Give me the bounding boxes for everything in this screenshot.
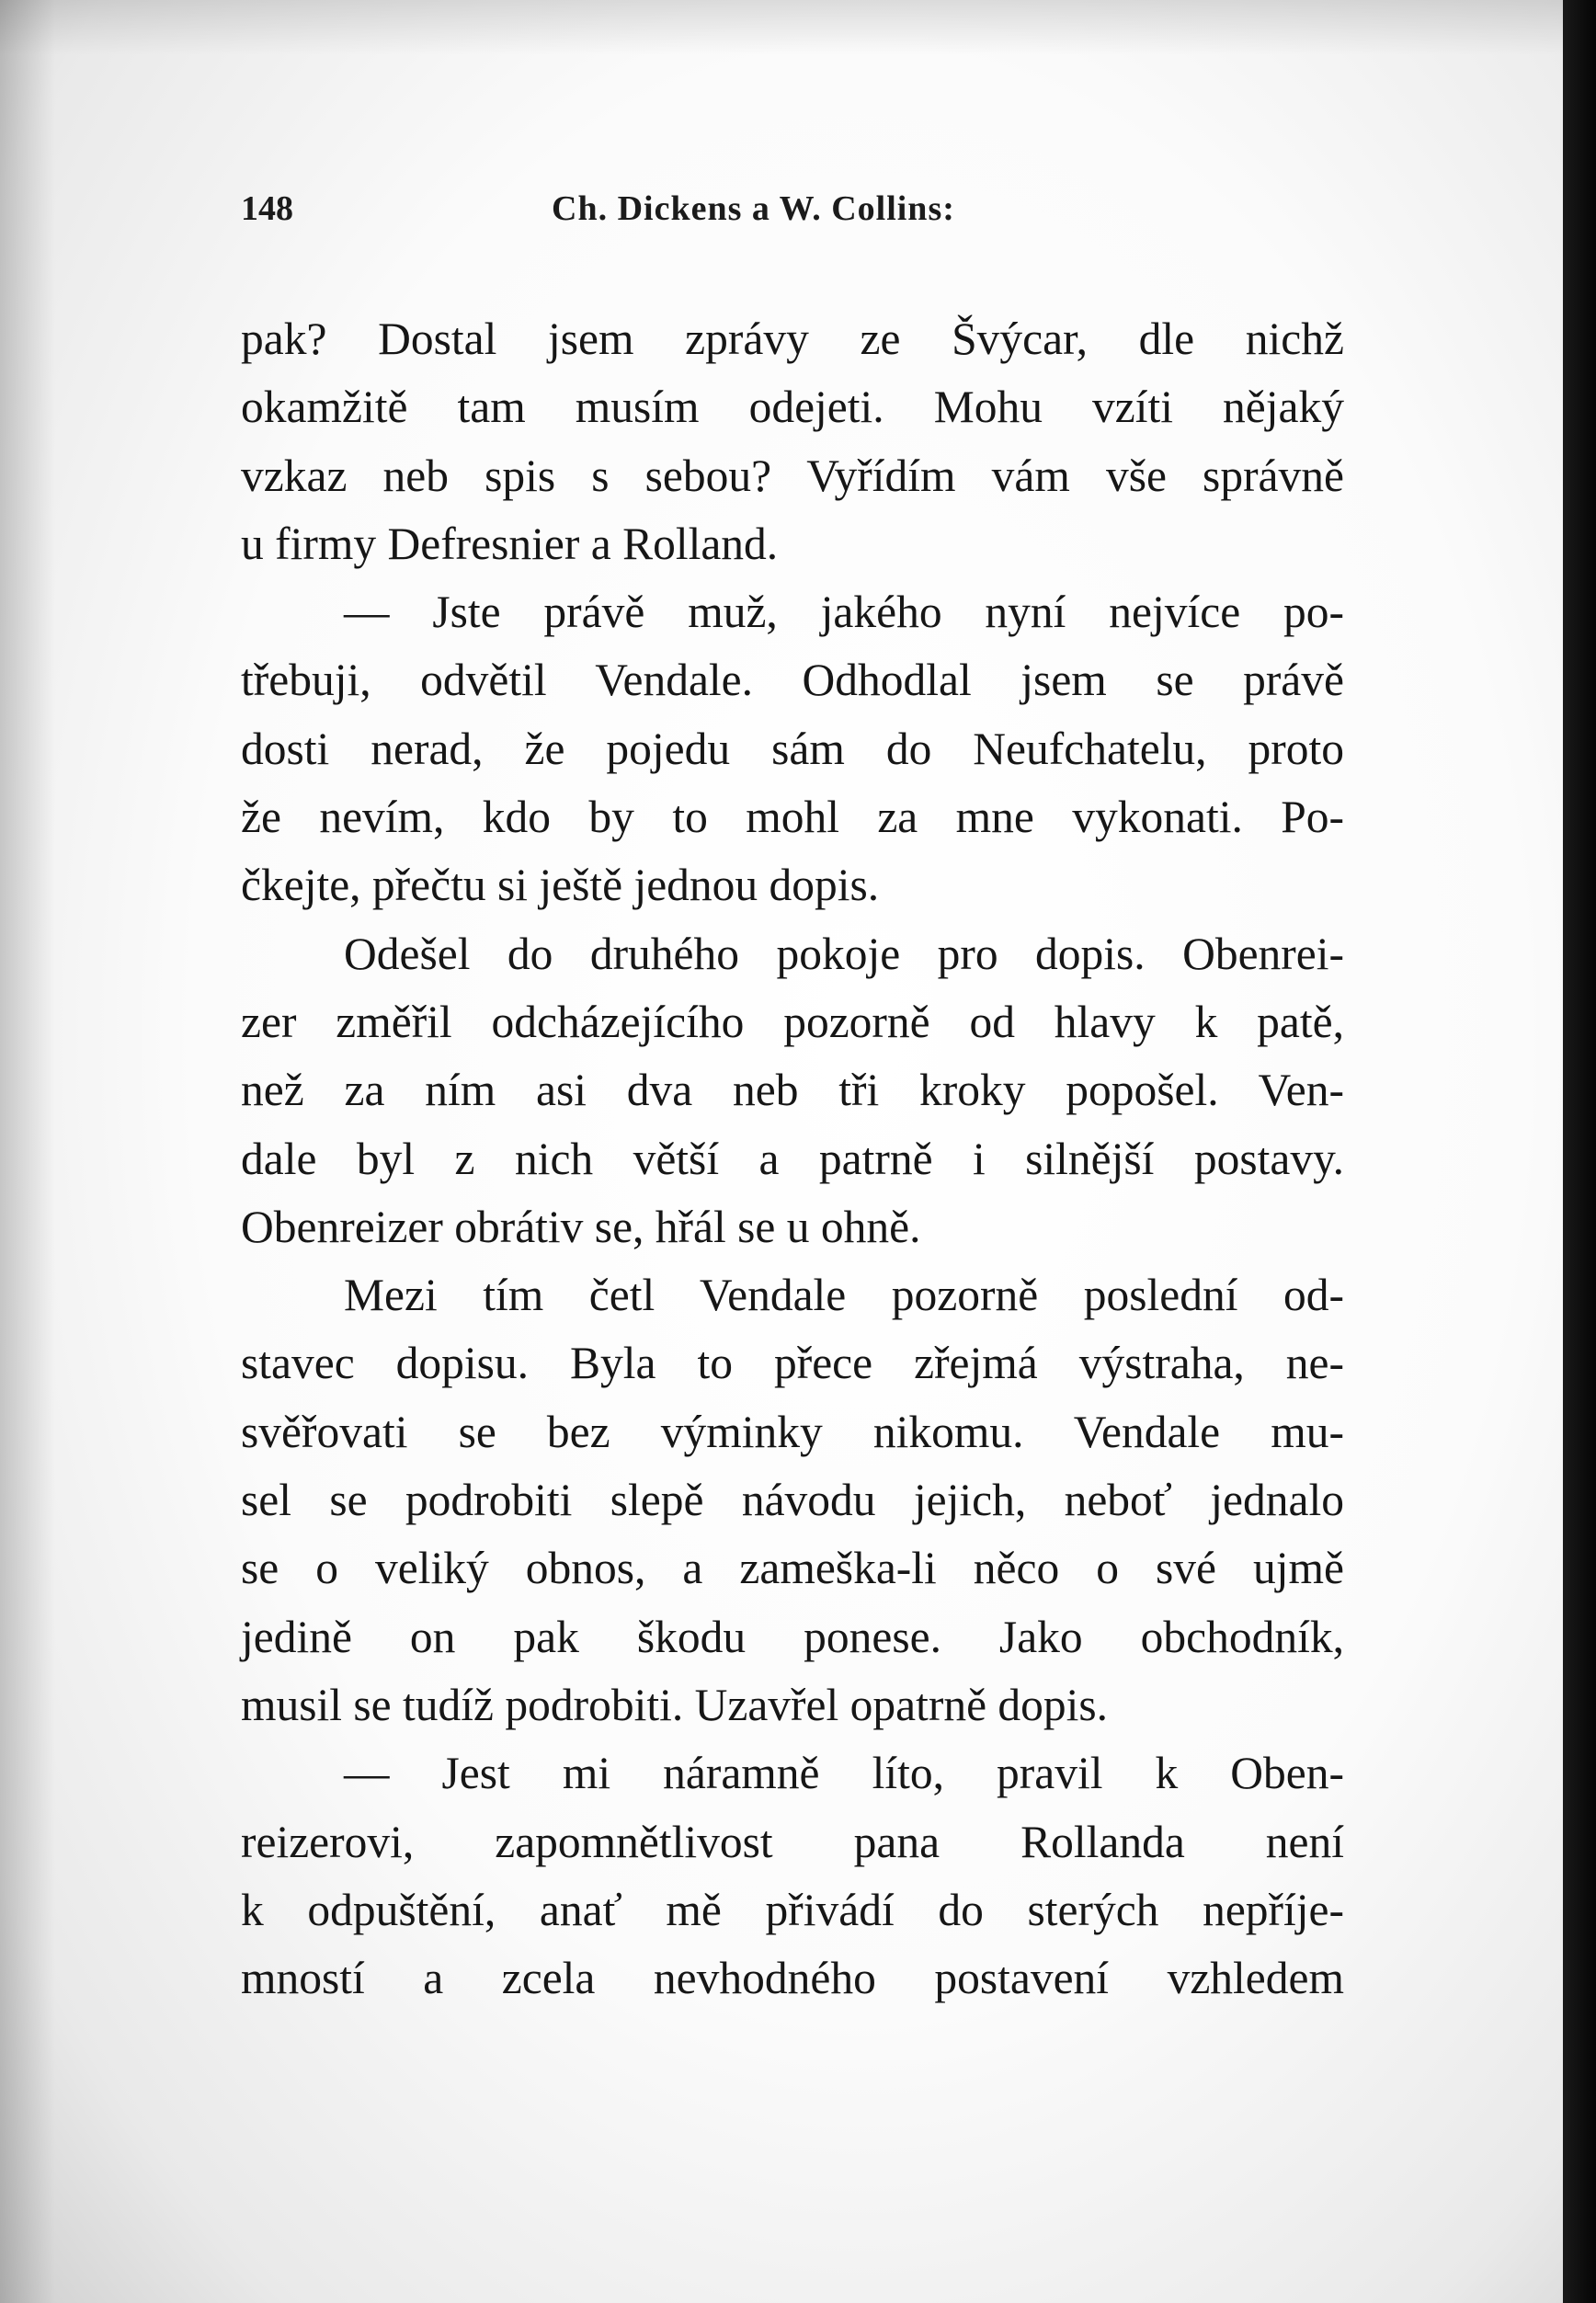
page-header	[241, 188, 1344, 234]
text-line: třebuji, odvětil Vendale. Odhodlal jsem se právě	[241, 655, 1344, 706]
text-line: dosti nerad, že pojedu sám do Neufchatelu, proto	[241, 723, 1344, 774]
text-line: okamžitě tam musím odejeti. Mohu vzíti nějaký	[241, 382, 1344, 433]
text-line: pak? Dostal jsem zprávy ze Švýcar, dle nichž	[241, 314, 1344, 364]
text-line: čkejte, přečtu si ještě jednou dopis.	[241, 860, 880, 911]
text-line: stavec dopisu. Byla to přece zřejmá výstraha, ne-	[241, 1338, 1344, 1389]
text-line: svěřovati se bez výminky nikomu. Vendale mu-	[241, 1406, 1344, 1457]
text-line: sel se podrobiti slepě návodu jejich, neboť jednalo	[241, 1475, 1344, 1526]
text-line: zer změřil odcházejícího pozorně od hlavy k patě,	[241, 996, 1344, 1047]
text-line: mností a zcela nevhodného postavení vzhledem	[241, 1953, 1344, 2004]
running-title: Ch. Dickens a W. Collins:	[552, 189, 955, 228]
text-line: k odpuštění, anať mě přivádí do sterých nepříje-	[241, 1884, 1344, 1935]
text-line: Mezi tím četl Vendale pozorně poslední od-	[344, 1270, 1344, 1321]
text-line: než za ním asi dva neb tři kroky popošel. Ven-	[241, 1065, 1344, 1116]
scan-edge-shadow	[1563, 0, 1596, 2303]
body-text	[241, 305, 1344, 2012]
text-line: musil se tudíž podrobiti. Uzavřel opatrně dopis.	[241, 1679, 1109, 1730]
text-line: dale byl z nich větší a patrně i silnější postavy.	[241, 1133, 1344, 1184]
text-line: u firmy Defresnier a Rolland.	[241, 518, 779, 569]
page-number: 148	[241, 189, 293, 228]
text-line: se o veliký obnos, a zameška-li něco o své ujmě	[241, 1543, 1344, 1594]
text-line: — Jste právě muž, jakého nyní nejvíce po-	[344, 587, 1344, 638]
text-line: že nevím, kdo by to mohl za mne vykonati. Po-	[241, 792, 1344, 843]
text-line: jedině on pak škodu ponese. Jako obchodník,	[241, 1611, 1344, 1662]
text-line: — Jest mi náramně líto, pravil k Oben-	[344, 1748, 1344, 1799]
text-line: Odešel do druhého pokoje pro dopis. Obenrei-	[344, 928, 1344, 979]
text-line: Obenreizer obrátiv se, hřál se u ohně.	[241, 1201, 921, 1252]
text-line: reizerovi, zapomnětlivost pana Rollanda není	[241, 1816, 1344, 1867]
text-line: vzkaz neb spis s sebou? Vyřídím vám vše správně	[241, 450, 1344, 501]
